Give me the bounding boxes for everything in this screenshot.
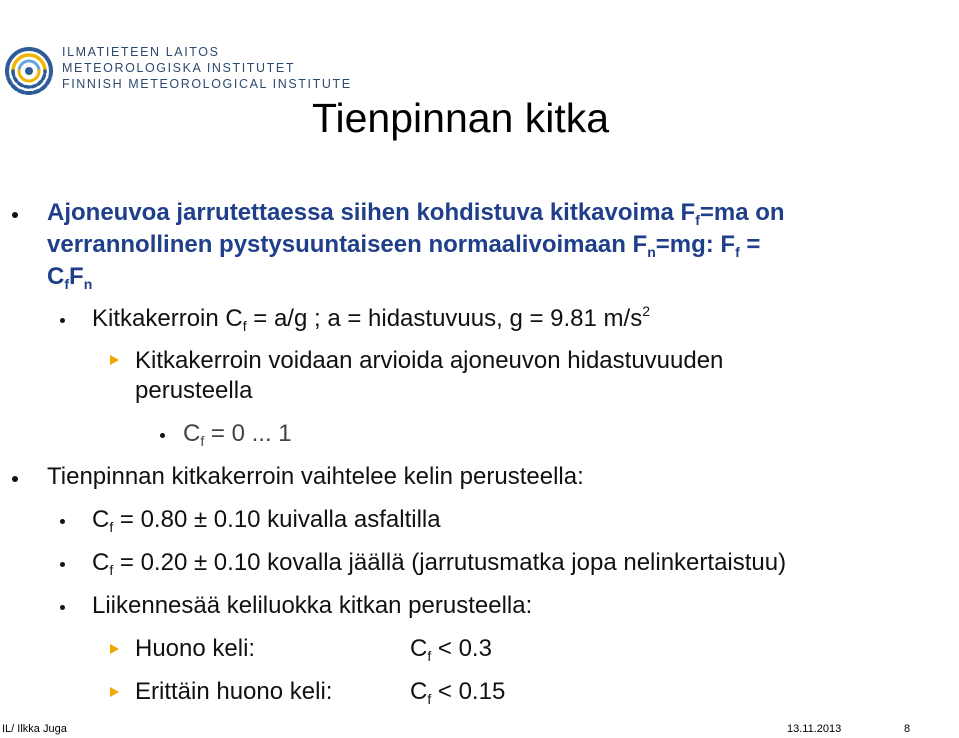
fmi-logo-icon <box>2 44 56 98</box>
bullet-dot <box>60 562 65 567</box>
bullet-2-3-2-value: $C_f < 0.15$ <box>410 678 506 707</box>
bullet-2-1: $C_f = 0.80 \pm 0.10$ kuivalla asfaltilla <box>92 506 441 535</box>
bullet-1-line-3: $C_fF_n$ <box>47 263 93 292</box>
bullet-2-2: $C_f = 0.20 \pm 0.10$ kovalla jäällä (jarrutusmatka jopa nelinkertaistuu) <box>92 549 787 578</box>
bullet-dot <box>60 519 65 524</box>
logo-line-1: ILMATIETEEN LAITOS <box>62 45 220 59</box>
bullet-dot <box>160 433 165 438</box>
logo-text <box>62 44 352 92</box>
logo-line-2: METEOROLOGISKA INSTITUTET <box>62 61 296 75</box>
bullet-dot <box>60 605 65 610</box>
fmi-logo <box>0 0 959 100</box>
footer-date: 13.11.2013 <box>787 723 842 735</box>
logo-line-3: FINNISH METEOROLOGICAL INSTITUTE <box>62 77 352 91</box>
footer-author: IL/ Ilkka Juga <box>2 723 67 735</box>
triangle-bullet-icon <box>110 687 119 697</box>
triangle-bullet-icon <box>110 355 119 365</box>
bullet-2-3-2-label: Erittäin huono keli: <box>135 678 333 705</box>
footer-page-number: 8 <box>904 723 911 735</box>
bullet-1-1-1-1: $C_f = 0$ ... 1 <box>183 420 292 449</box>
triangle-bullet-icon <box>110 644 119 654</box>
bullet-2-3: Liikennesää keliluokka kitkan perusteella: <box>92 592 533 619</box>
bullet-2-3-1-value: $C_f < 0.3$ <box>410 635 492 664</box>
slide-title: Tienpinnan kitka <box>312 95 610 141</box>
bullet-2-3-1-label: Huono keli: <box>135 635 256 662</box>
bullet-1-1-1-line-2: perusteella <box>135 377 253 404</box>
bullet-2: Tienpinnan kitkakerroin vaihtelee kelin perusteella: <box>47 463 584 490</box>
bullet-dot <box>60 318 65 323</box>
bullet-1-1: Kitkakerroin $C_f = a/g$ ; a = hidastuvuus, g = 9.81 $m/s^2$ <box>92 303 650 334</box>
bullet-1-line-1: Ajoneuvoa jarrutettaessa siihen kohdistuva kitkavoima $F_f=ma$ on <box>47 199 785 228</box>
bullet-dot <box>12 476 18 482</box>
bullet-1-line-2: verrannollinen pystysuuntaiseen normaalivoimaan $F_n=mg$: $F_f$ = <box>47 231 761 260</box>
bullet-dot <box>12 212 18 218</box>
bullet-1-1-1-line-1: Kitkakerroin voidaan arvioida ajoneuvon hidastuvuuden <box>135 347 724 374</box>
